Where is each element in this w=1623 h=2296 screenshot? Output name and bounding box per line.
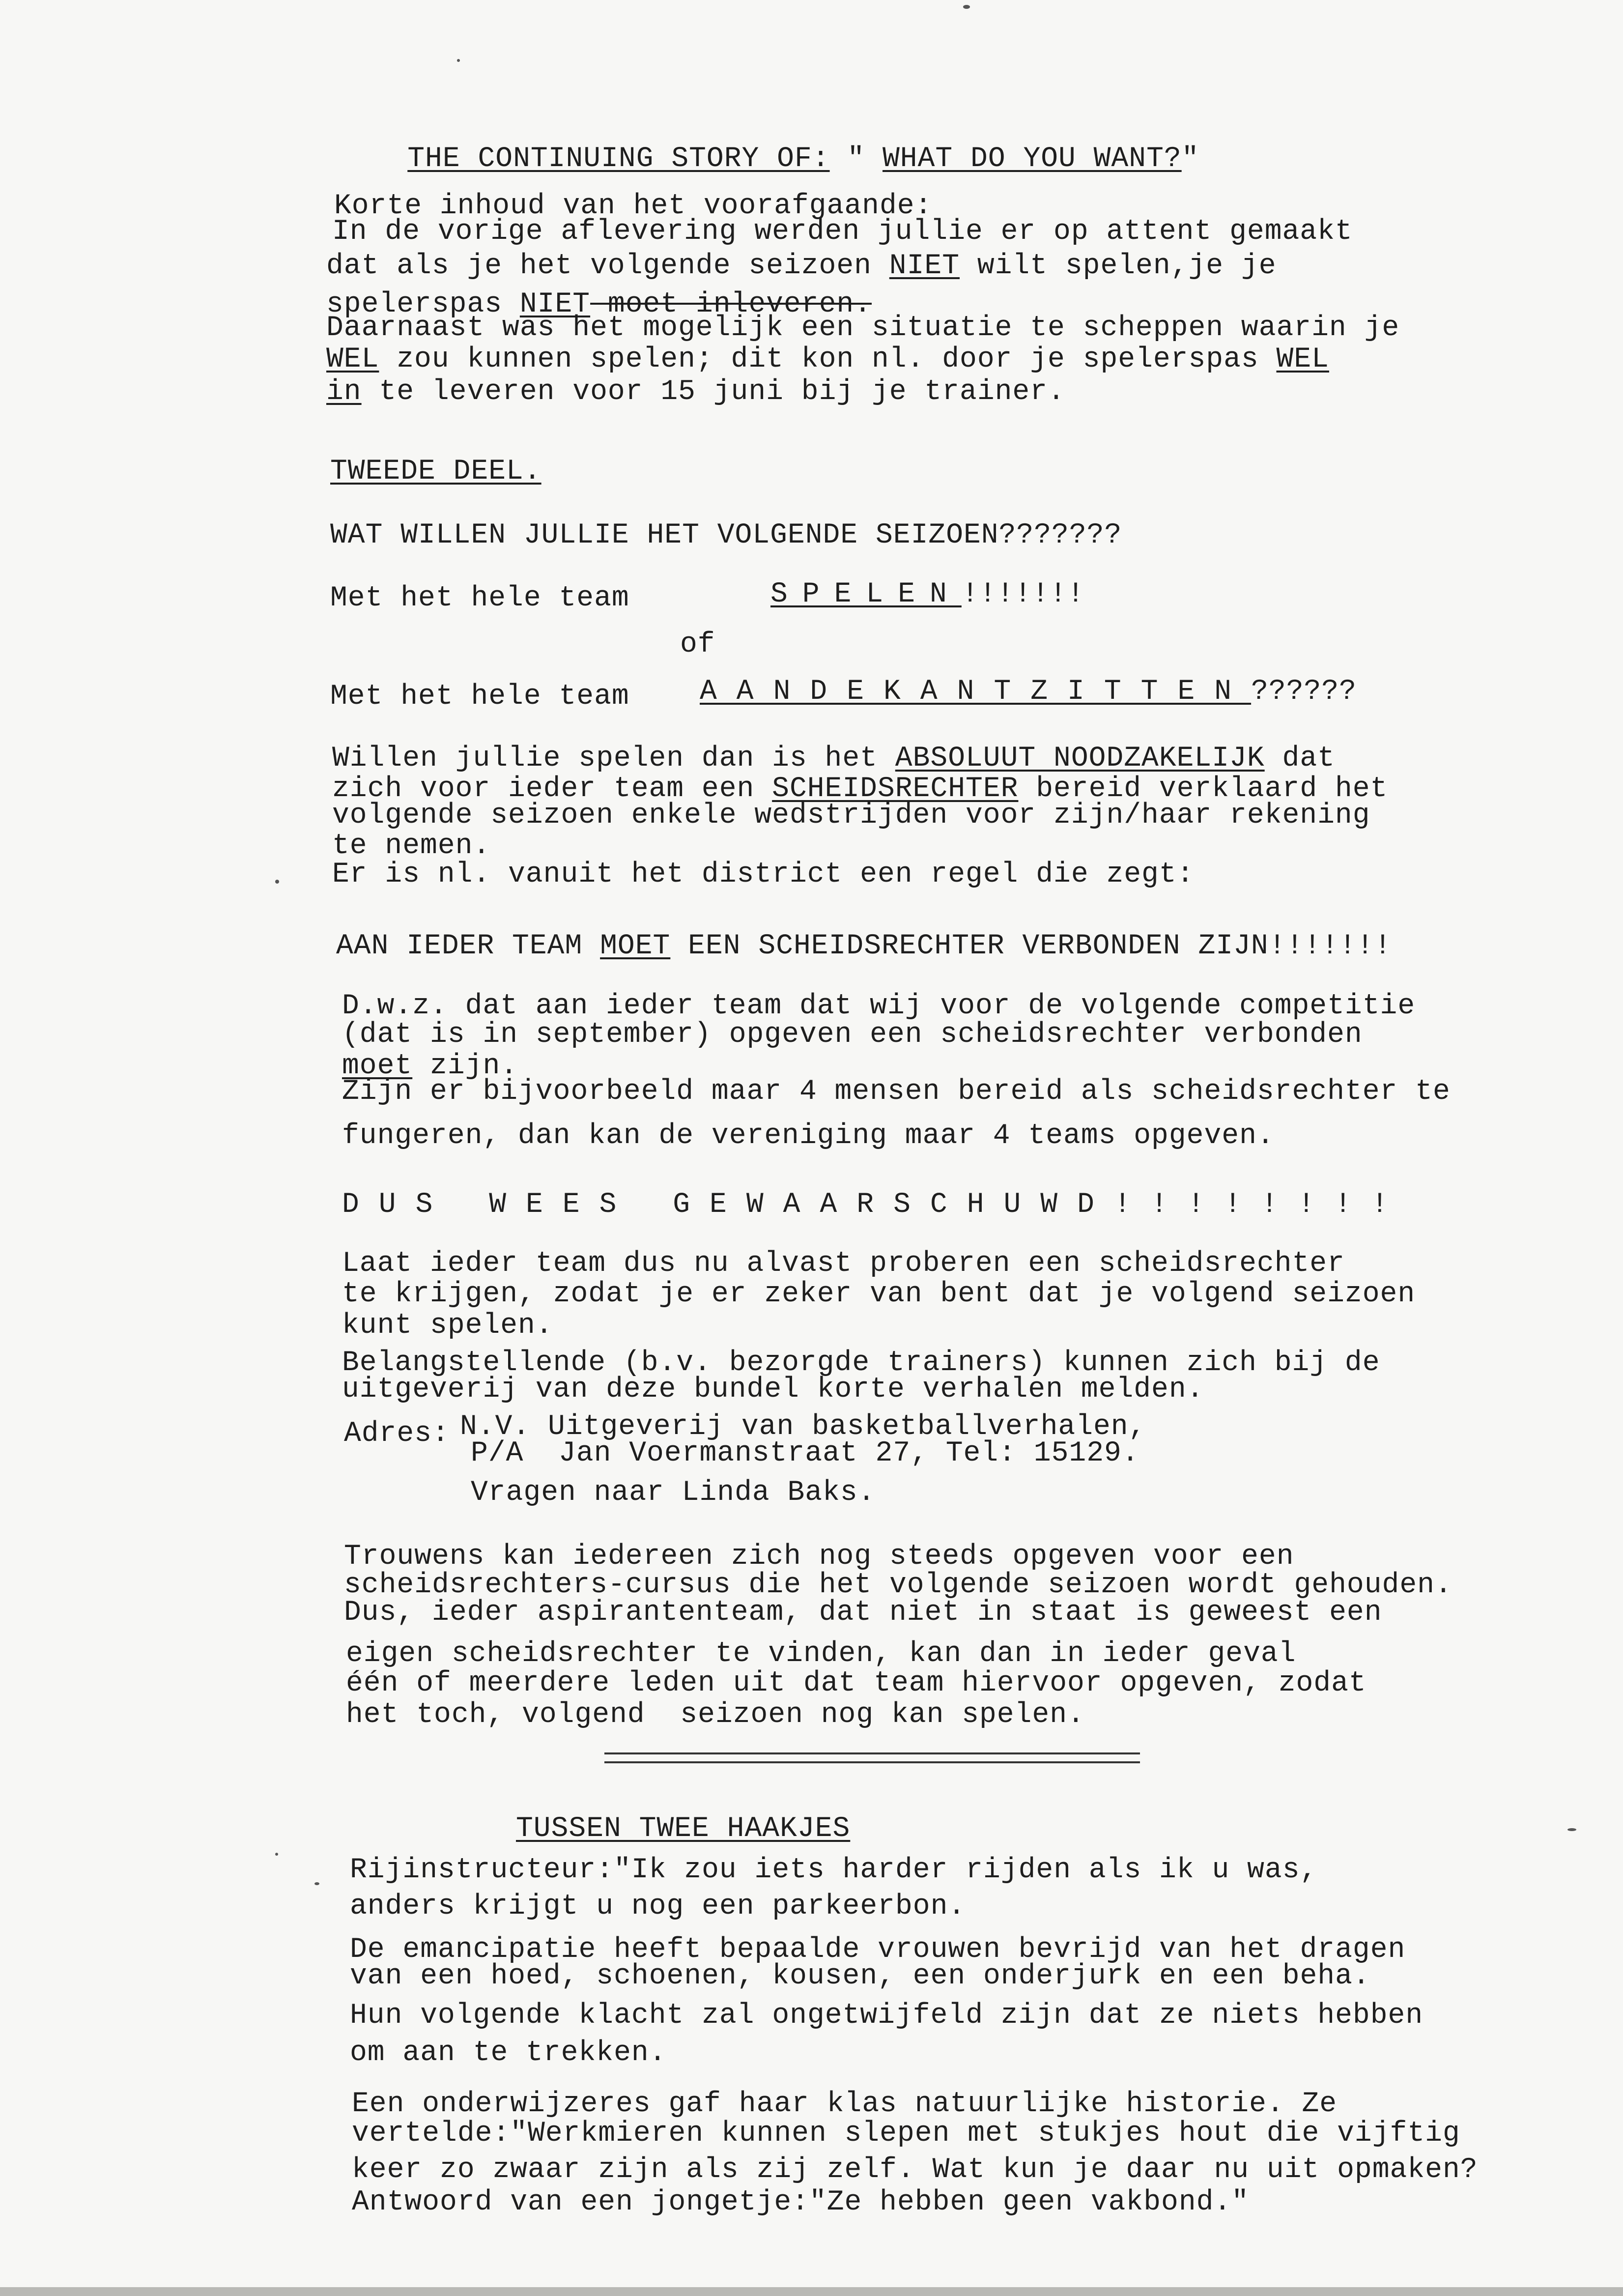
joke-2-line-2: van een hoed, schoenen, kousen, een onderjurk en een beha. (350, 1960, 1370, 1992)
course-line-6: het toch, volgend seizoen nog kan spelen. (346, 1699, 1085, 1731)
course-line-5: één of meerdere leden uit dat team hiervoor opgeven, zodat (346, 1667, 1367, 1699)
explanation-line-4: Zijn er bijvoorbeeld maar 4 mensen bereid als scheidsrechter te (342, 1076, 1451, 1108)
address-line-2: P/A Jan Voermanstraat 27, Tel: 15129. (471, 1437, 1139, 1469)
option-play (770, 579, 1084, 610)
part-two-heading (330, 456, 541, 488)
joke-1-line-1: Rijinstructeur:"Ik zou iets harder rijden als ik u was, (350, 1854, 1318, 1886)
requirement-line-2-text: zich voor ieder team een (332, 773, 772, 805)
requirement-line-2-end: bereid verklaard het (1018, 773, 1388, 805)
scan-speck (275, 1853, 278, 1856)
close-quote: " (1181, 143, 1199, 175)
recap-line-2-end: wilt spelen,je je (960, 250, 1277, 282)
emphasis-niet: NIET (889, 250, 960, 282)
advice-line-1: Laat ieder team dus nu alvast proberen een scheidsrechter (342, 1248, 1345, 1280)
advice-line-5: uitgeverij van deze bundel korte verhalen melden. (342, 1374, 1204, 1406)
warning: DUS WEES GEWAARSCHUWD!!!!!!!! (342, 1189, 1408, 1221)
jokes-heading-text: TUSSEN TWEE HAAKJES (516, 1813, 851, 1845)
recap-line-2 (326, 251, 1277, 282)
option-sideline-value: AANDEKANTZITTEN (700, 676, 1252, 708)
recap-line-1: In de vorige aflevering werden jullie er op attent gemaakt (332, 216, 1353, 248)
emphasis-niet-2: NIET (519, 288, 591, 320)
main-question: WAT WILLEN JULLIE HET VOLGENDE SEIZOEN??????? (330, 519, 1122, 551)
explanation-line-2: (dat is in september) opgeven een scheidsrechter verbonden (342, 1019, 1363, 1051)
joke-3-line-1: Een onderwijzeres gaf haar klas natuurlijke historie. Ze (352, 2088, 1338, 2120)
requirement-line-5: Er is nl. vanuit het district een regel die zegt: (332, 859, 1195, 890)
story-title: WHAT DO YOU WANT? (883, 143, 1182, 175)
district-rule-end: EEN SCHEIDSRECHTER VERBONDEN ZIJN!!!!!!! (670, 930, 1392, 962)
emphasis-absoluut: ABSOLUUT NOODZAKELIJK (895, 743, 1265, 775)
joke-2-line-1: De emancipatie heeft bepaalde vrouwen bevrijd van het dragen (350, 1934, 1406, 1966)
emphasis-scheidsrechter: SCHEIDSRECHTER (772, 773, 1019, 805)
joke-1-line-2: anders krijgt u nog een parkeerbon. (350, 1891, 966, 1923)
course-line-2: scheidsrechters-cursus die het volgende seizoen wordt gehouden. (344, 1569, 1452, 1601)
joke-3-line-3: keer zo zwaar zijn als zij zelf. Wat kun je daar nu uit opmaken? (352, 2154, 1478, 2186)
advice-line-3: kunt spelen. (342, 1310, 553, 1342)
option-play-value: SPELEN (770, 578, 962, 610)
requirement-line-1-end: dat (1264, 743, 1335, 775)
emphasis-wel-2: WEL (1276, 344, 1329, 375)
recap-line-5 (326, 344, 1329, 375)
recap-line-3-text: spelerspas (326, 288, 520, 320)
requirement-line-1 (332, 743, 1335, 775)
option-sideline (700, 676, 1357, 708)
requirement-line-4: te nemen. (332, 830, 491, 862)
scan-bottom-edge (0, 2287, 1623, 2296)
emphasis-in: in (326, 376, 362, 408)
recap-line-6-text: te leveren voor 15 juni bij je trainer. (361, 376, 1065, 408)
recap-line-3-struck: moet inleveren. (590, 288, 872, 320)
emphasis-wel: WEL (326, 344, 379, 375)
recap-line-5-text: zou kunnen spelen; dit kon nl. door je spelerspas (379, 344, 1277, 375)
district-rule (336, 931, 1392, 962)
address-line-1: N.V. Uitgeverij van basketballverhalen, (460, 1411, 1146, 1443)
jokes-heading (516, 1813, 850, 1845)
joke-3-line-2: vertelde:"Werkmieren kunnen slepen met stukjes hout die vijftig (352, 2118, 1460, 2150)
emphasis-moet-2: moet (342, 1050, 413, 1082)
scan-speck (1567, 1828, 1576, 1831)
or-word: of (680, 629, 715, 660)
course-line-1: Trouwens kan iedereen zich nog steeds opgeven voor een (344, 1541, 1294, 1573)
requirement-line-3: volgende seizoen enkele wedstrijden voor zijn/haar rekening (332, 800, 1370, 832)
scan-speck (314, 1882, 319, 1885)
scan-speck (457, 59, 460, 62)
course-line-3: Dus, ieder aspirantenteam, dat niet in staat is geweest een (344, 1597, 1382, 1629)
joke-2-line-3: Hun volgende klacht zal ongetwijfeld zijn dat ze niets hebben (350, 2000, 1424, 2032)
requirement-line-1-text: Willen jullie spelen dan is het (332, 743, 895, 775)
explanation-line-5: fungeren, dan kan de vereniging maar 4 teams opgeven. (342, 1120, 1275, 1152)
option-sideline-marks: ?????? (1251, 676, 1357, 708)
district-rule-text: AAN IEDER TEAM (336, 930, 600, 962)
address-line-3: Vragen naar Linda Baks. (471, 1477, 876, 1509)
scan-speck (963, 5, 970, 9)
address-label: Adres: (344, 1418, 450, 1450)
joke-2-line-4: om aan te trekken. (350, 2037, 667, 2069)
option-play-label: Met het hele team (330, 582, 629, 614)
explanation-line-3-end: zijn. (412, 1050, 518, 1082)
recap-heading: Korte inhoud van het voorafgaande: (334, 190, 933, 222)
recap-line-4: Daarnaast was het mogelijk een situatie te scheppen waarin je (326, 312, 1400, 344)
part-two-heading-text: TWEEDE DEEL. (330, 456, 541, 488)
explanation-line-1: D.w.z. dat aan ieder team dat wij voor de volgende competitie (342, 990, 1416, 1022)
joke-3-line-4: Antwoord van een jongetje:"Ze hebben geen vakbond." (352, 2186, 1250, 2218)
option-sideline-label: Met het hele team (330, 681, 629, 713)
advice-line-2: te krijgen, zodat je er zeker van bent dat je volgend seizoen (342, 1278, 1416, 1310)
option-play-marks: !!!!!!! (961, 578, 1085, 610)
advice-line-4: Belangstellende (b.v. bezorgde trainers) kunnen zich bij de (342, 1347, 1380, 1379)
recap-line-2-text: dat als je het volgende seizoen (326, 250, 889, 282)
recap-line-6 (326, 376, 1065, 408)
story-header-prefix: THE CONTINUING STORY OF: (407, 143, 830, 175)
course-line-4: eigen scheidsrechter te vinden, kan dan in ieder geval (346, 1638, 1296, 1670)
open-quote: " (829, 143, 883, 175)
scan-speck (275, 880, 279, 884)
separator-rule (604, 1752, 1140, 1763)
emphasis-moet: MOET (600, 930, 671, 962)
